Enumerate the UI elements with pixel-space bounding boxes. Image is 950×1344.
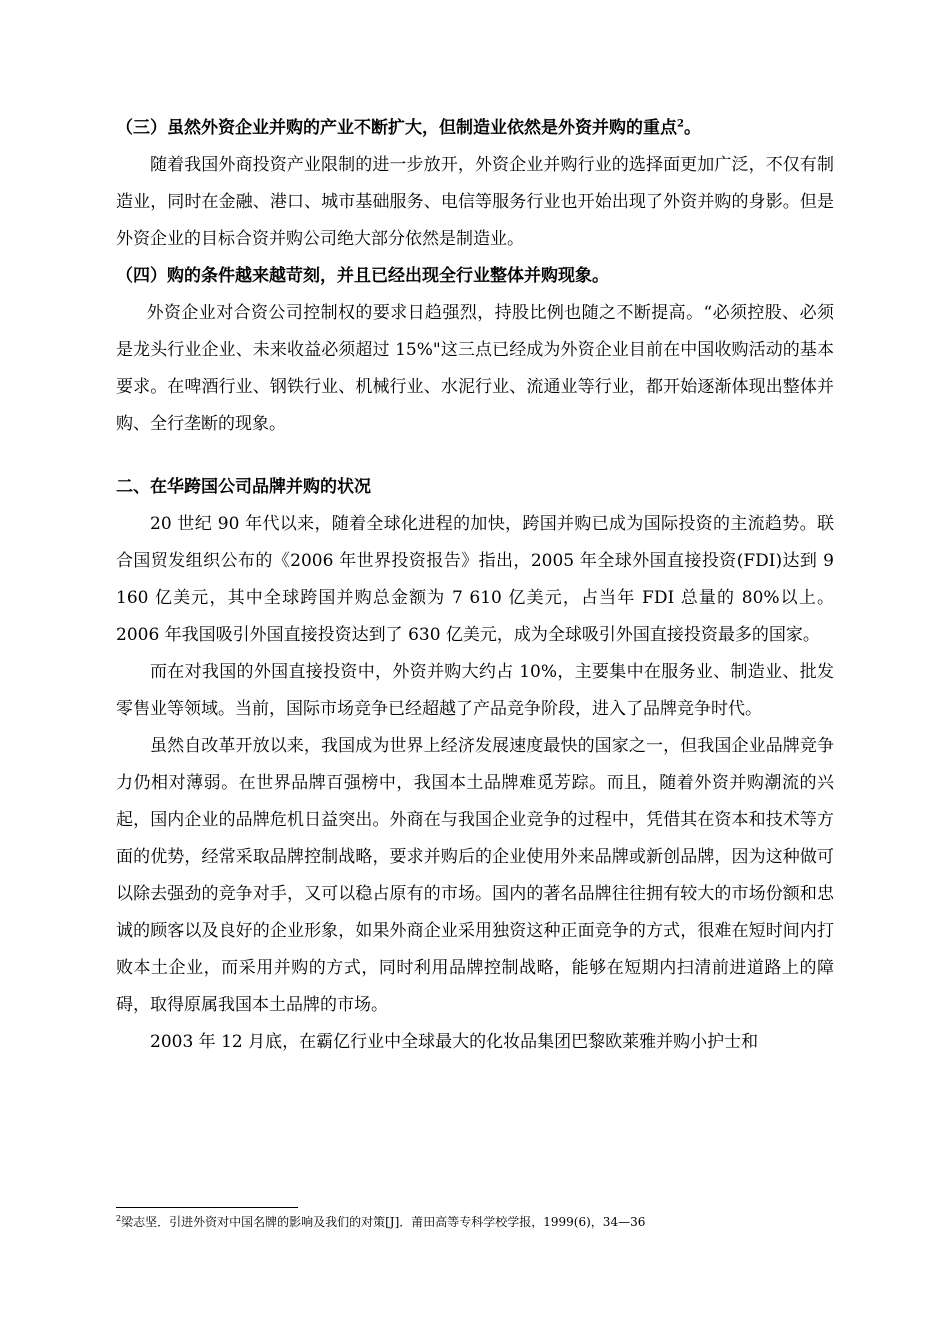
footnote-separator (116, 1207, 298, 1208)
section4-paragraph: 外资企业对合资公司控制权的要求日趋强烈，持股比例也随之不断提高。“必须控股、必须是龙头行业企业、未来收益必须超过 15%"这三点已经成为外资企业目前在中国收购活动的基本要求。在啤酒行业、钢铁行业、机械行业、水泥行业、流通业等行业，都开始逐渐体现出整体并购、全行垄断的现象。 (116, 303, 834, 434)
section4-heading: （四）购的条件越来越苛刻，并且已经出现全行业整体并购现象。 (116, 266, 609, 286)
part2-paragraph-3: 虽然自改革开放以来，我国成为世界上经济发展速度最快的国家之一，但我国企业品牌竞争力仍相对薄弱。在世界品牌百强榜中，我国本土品牌难觅芳踪。而且，随着外资并购潮流的兴起，国内企业的品牌危机日益突出。外商在与我国企业竞争的过程中，凭借其在资本和技术等方面的优势，经常采取品牌控制战略，要求并购后的企业使用外来品牌或新创品牌，因为这种做可以除去强劲的竞争对手，又可以稳占原有的市场。国内的著名品牌往往拥有较大的市场份额和忠诚的顾客以及良好的企业形象，如果外商企业采用独资这种正面竞争的方式，很难在短时间内打败本土企业，而采用并购的方式，同时利用品牌控制战略，能够在短期内扫清前进道路上的障碍，取得原属我国本土品牌的市场。 (116, 736, 834, 1015)
footnote (116, 1213, 834, 1231)
part2-paragraph-4: 2003 年 12 月底，在霸亿行业中全球最大的化妆品集团巴黎欧莱雅并购小护士和 (150, 1032, 759, 1052)
document-body (116, 110, 834, 1061)
footnote-mark: 2 (116, 1214, 122, 1223)
part2-paragraph-1: 20 世纪 90 年代以来，随着全球化进程的加快，跨国并购已成为国际投资的主流趋势。联合国贸发组织公布的《2006 年世界投资报告》指出，2005 年全球外国直接投资(FDI)达到 9 160 亿美元，其中全球跨国并购总金额为 7 610 亿美元，占当年 FDI 总量的 80%以上。2006 年我国吸引外国直接投资达到了 630 亿美元，成为全球吸引外国直接投资最多的国家。 (116, 514, 834, 645)
part2-paragraph-2: 而在对我国的外国直接投资中，外资并购大约占 10%，主要集中在服务业、制造业、批发零售业等领域。当前，国际市场竞争已经超越了产品竞争阶段，进入了品牌竞争时代。 (116, 662, 834, 719)
part2-heading: 二、在华跨国公司品牌并购的状况 (116, 477, 371, 497)
section3-heading (116, 110, 834, 147)
section3-paragraph: 随着我国外商投资产业限制的进一步放开，外资企业并购行业的选择面更加广泛，不仅有制造业，同时在金融、港口、城市基础服务、电信等服务行业也开始出现了外资并购的身影。但是外资企业的目标合资并购公司绝大部分依然是制造业。 (116, 155, 834, 249)
section3-heading-end: 。 (683, 118, 701, 138)
footnote-text: 梁志坚．引进外资对中国名牌的影响及我们的对策[J]．莆田高等专科学校学报，1999(6)，34—36 (121, 1215, 646, 1229)
footnote-ref[interactable]: 2 (677, 118, 684, 130)
section3-heading-text: （三）虽然外资企业并购的产业不断扩大，但制造业依然是外资并购的重点 (116, 118, 677, 138)
section-gap (116, 443, 834, 469)
